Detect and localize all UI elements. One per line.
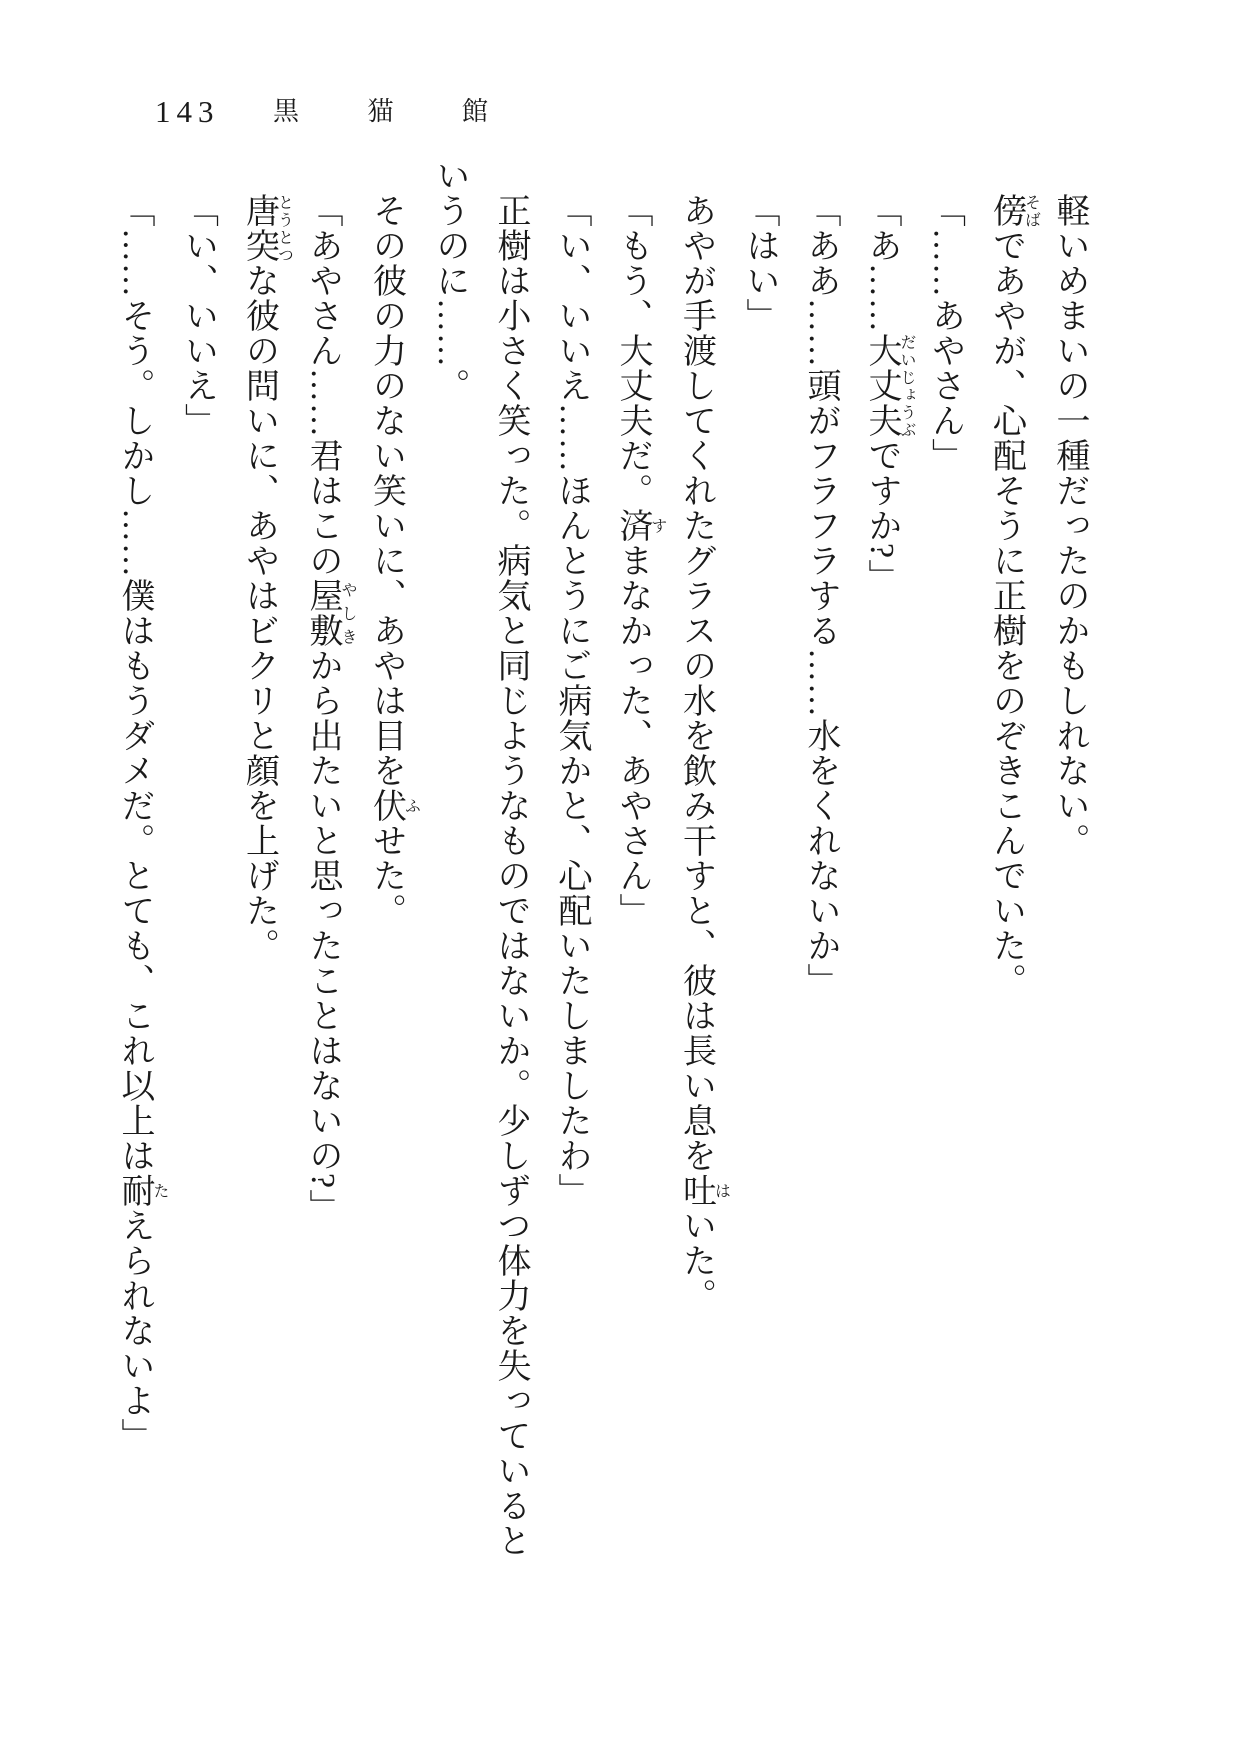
paragraph: 「はい」 bbox=[741, 193, 778, 333]
paragraph: 「……そう。しかし……僕はもうダメだ。とても、これ以上は耐たえられないよ」 bbox=[116, 193, 168, 1453]
furigana-ruby: 屋敷やしき bbox=[304, 578, 356, 648]
paragraph: あやが手渡してくれたグラスの水を飲み干すと、彼は長い息を吐はいた。 bbox=[677, 193, 730, 1313]
paragraph: 「あ……大丈夫だいじょうぶですか?」 bbox=[863, 193, 915, 595]
paragraph: 正樹は小さく笑った。病気と同じようなものではないか。少しずつ体力を失っているというのに……。 bbox=[431, 158, 529, 1558]
furigana-ruby: 耐た bbox=[116, 1173, 168, 1208]
furigana-ruby: 唐突とうとつ bbox=[240, 193, 293, 263]
paragraph: 軽いめまいの一種だったのかもしれない。 bbox=[1051, 193, 1088, 858]
paragraph: 「い、いいえ」 bbox=[179, 193, 217, 438]
furigana-ruby: 済す bbox=[614, 508, 666, 543]
furigana-ruby: 伏ふ bbox=[367, 788, 420, 823]
furigana-ruby: 傍そば bbox=[987, 193, 1040, 228]
page-number: 143 bbox=[155, 94, 220, 129]
paragraph: 「あやさん……君はこの屋敷やしきから出たいと思ったことはないの?」 bbox=[304, 193, 356, 1225]
furigana-ruby: 吐は bbox=[677, 1173, 730, 1208]
running-title: 黒 猫 館 bbox=[273, 97, 520, 126]
paragraph: 「もう、大丈夫だ。済すまなかった、あやさん」 bbox=[614, 193, 666, 928]
paragraph: 「……あやさん」 bbox=[926, 193, 964, 473]
page-header bbox=[0, 96, 1240, 130]
paragraph: 「い、いいえ……ほんとうにご病気かと、心配いたしましたわ」 bbox=[553, 193, 590, 1208]
paragraph: 唐突とうとつな彼の問いに、あやはビクリと顔を上げた。 bbox=[240, 193, 293, 963]
paragraph: 「ああ……頭がフラフラする……水をくれないか」 bbox=[802, 193, 839, 998]
furigana-ruby: 大丈夫だいじょうぶ bbox=[863, 333, 915, 438]
paragraph: その彼の力のない笑いに、あやは目を伏ふせた。 bbox=[367, 193, 420, 928]
text-columns bbox=[104, 158, 1100, 1568]
paragraph: 傍そばであやが、心配そうに正樹をのぞきこんでいた。 bbox=[987, 193, 1040, 998]
